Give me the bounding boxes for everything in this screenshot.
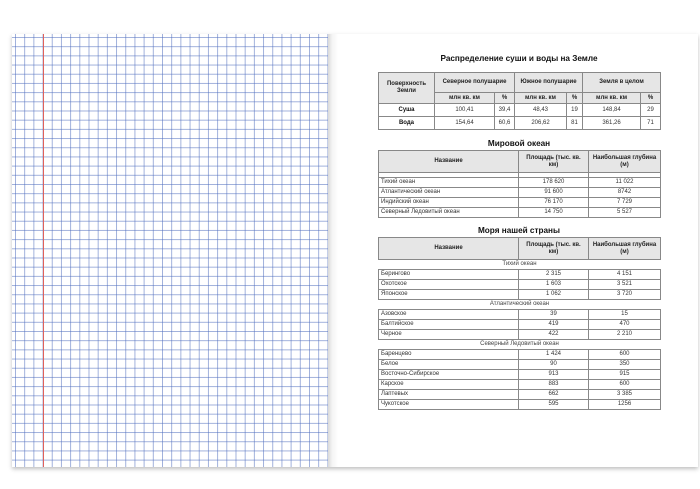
table-row (379, 350, 661, 360)
cell: 71 (641, 117, 661, 130)
cell: Охотское (379, 280, 519, 290)
cell: Азовское (379, 310, 519, 320)
cell: 8742 (589, 188, 661, 198)
cell: 14 750 (519, 208, 589, 218)
reference-page (338, 34, 698, 467)
cell: 600 (589, 350, 661, 360)
pct-header: % (567, 93, 583, 104)
cell: 1 062 (519, 290, 589, 300)
depth-header: Наибольшая глубина (м) (589, 151, 661, 173)
cell: Берингово (379, 270, 519, 280)
cell: Белое (379, 360, 519, 370)
cell: Индийский океан (379, 198, 519, 208)
cell: Северный Ледовитый океан (379, 208, 519, 218)
table-row (379, 280, 661, 290)
table-row (379, 400, 661, 410)
cell: 100,41 (435, 104, 495, 117)
cell: 915 (589, 370, 661, 380)
cell: Тихий океан (379, 178, 519, 188)
cell: 662 (519, 390, 589, 400)
cell: Черное (379, 330, 519, 340)
unit-header: млн кв. км (515, 93, 567, 104)
table-row (379, 390, 661, 400)
seas-table (378, 237, 661, 410)
cell: 76 170 (519, 198, 589, 208)
table-row (379, 360, 661, 370)
cell: 39,4 (495, 104, 515, 117)
row-label: Суша (379, 104, 435, 117)
cell: 1256 (589, 400, 661, 410)
depth-header: Наибольшая глубина (м) (589, 238, 661, 260)
whole-header: Земля в целом (583, 73, 661, 93)
cell: 148,84 (583, 104, 641, 117)
table-row (379, 290, 661, 300)
table-row (379, 310, 661, 320)
group-label: Тихий океан (379, 260, 661, 270)
cell: 595 (519, 400, 589, 410)
cell: Атлантический океан (379, 188, 519, 198)
pct-header: % (495, 93, 515, 104)
cell: 3 720 (589, 290, 661, 300)
land-water-title: Распределение суши и воды на Земле (440, 54, 598, 63)
table-row (379, 380, 661, 390)
cell: 419 (519, 320, 589, 330)
cell: Баренцево (379, 350, 519, 360)
cell: 90 (519, 360, 589, 370)
cell: 7 729 (589, 198, 661, 208)
cell: 913 (519, 370, 589, 380)
margin-line (43, 34, 44, 467)
cell: 81 (567, 117, 583, 130)
table-row (379, 178, 661, 188)
cell: Карское (379, 380, 519, 390)
cell: 91 600 (519, 188, 589, 198)
unit-header: млн кв. км (435, 93, 495, 104)
cell: 422 (519, 330, 589, 340)
table-row (379, 117, 661, 130)
cell: 2 210 (589, 330, 661, 340)
seas-title: Моря нашей страны (477, 226, 560, 235)
table-row (379, 208, 661, 218)
cell: 600 (589, 380, 661, 390)
land-water-table (378, 72, 661, 130)
cell: 15 (589, 310, 661, 320)
name-header: Название (379, 151, 519, 173)
cell: 206,62 (515, 117, 567, 130)
surface-header: Поверхность Земли (379, 73, 435, 104)
cell: Балтийское (379, 320, 519, 330)
table-row (379, 370, 661, 380)
area-header: Площадь (тыс. кв. км) (519, 151, 589, 173)
cell: 3 385 (589, 390, 661, 400)
table-row (379, 330, 661, 340)
grid-page (12, 34, 328, 467)
cell: 361,26 (583, 117, 641, 130)
table-row (379, 320, 661, 330)
oceans-table (378, 150, 661, 218)
notebook-spread (12, 34, 698, 467)
cell: 1 424 (519, 350, 589, 360)
cell: 883 (519, 380, 589, 390)
cell: 350 (589, 360, 661, 370)
cell: 178 620 (519, 178, 589, 188)
notebook-spine (328, 34, 338, 467)
cell: 29 (641, 104, 661, 117)
cell: 11 022 (589, 178, 661, 188)
cell: 60,6 (495, 117, 515, 130)
cell: 19 (567, 104, 583, 117)
unit-header: млн кв. км (583, 93, 641, 104)
cell: 3 521 (589, 280, 661, 290)
table-row (379, 188, 661, 198)
table-row (379, 198, 661, 208)
cell: 48,43 (515, 104, 567, 117)
cell: Восточно-Сибирское (379, 370, 519, 380)
south-header: Южное полушарие (515, 73, 583, 93)
cell: Чукотское (379, 400, 519, 410)
name-header: Название (379, 238, 519, 260)
cell: Лаптевых (379, 390, 519, 400)
cell: 4 151 (589, 270, 661, 280)
oceans-title: Мировой океан (487, 139, 551, 148)
pct-header: % (641, 93, 661, 104)
cell: 470 (589, 320, 661, 330)
cell: Японское (379, 290, 519, 300)
cell: 1 603 (519, 280, 589, 290)
group-label: Северный Ледовитый океан (379, 340, 661, 350)
cell: 39 (519, 310, 589, 320)
cell: 2 315 (519, 270, 589, 280)
cell: 154,64 (435, 117, 495, 130)
area-header: Площадь (тыс. кв. км) (519, 238, 589, 260)
north-header: Северное полушарие (435, 73, 515, 93)
cell: 5 527 (589, 208, 661, 218)
group-label: Атлантический океан (379, 300, 661, 310)
table-row (379, 270, 661, 280)
table-row (379, 104, 661, 117)
row-label: Вода (379, 117, 435, 130)
